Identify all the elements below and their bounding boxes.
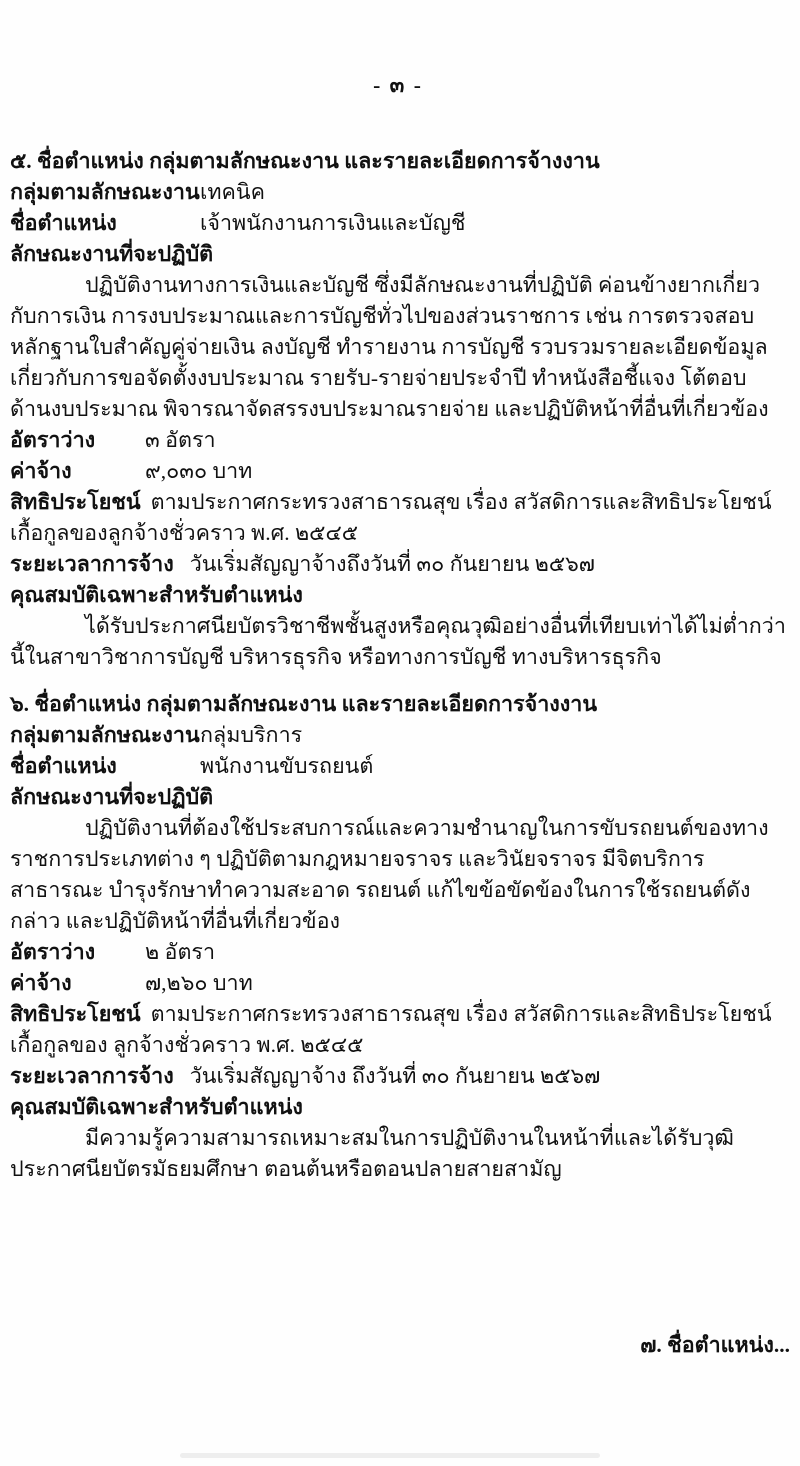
section-5-heading: ๕. ชื่อตำแหน่ง กลุ่มตามลักษณะงาน และรายละเอียดการจ้างงาน [10,149,600,173]
page-number: - ๓ - [373,73,423,97]
period-paragraph [10,1061,786,1092]
wage-label: ค่าจ้าง [10,459,72,483]
section-6-heading: ๖. ชื่อตำแหน่ง กลุ่มตามลักษณะงาน และรายละเอียดการจ้างงาน [10,692,598,716]
vacancy-value: ๓ อัตรา [145,428,216,452]
benefits-label: สิทธิประโยชน์ [10,1002,141,1026]
benefits-text: ตามประกาศกระทรวงสาธารณสุข เรื่อง สวัสดิการและสิทธิประโยชน์เกื้อกูลของ ลูกจ้างชั่วคราว พ.ศ. ๒๕๔๕ [10,1002,772,1057]
period-paragraph [10,549,786,580]
vacancy-label: อัตราว่าง [10,940,96,964]
position-value: พนักงานขับรถยนต์ [200,754,374,778]
continuation-marker: ๗. ชื่อตำแหน่ง... [640,1333,790,1357]
benefits-text: ตามประกาศกระทรวงสาธารณสุข เรื่อง สวัสดิการและสิทธิประโยชน์เกื้อกูลของลูกจ้างชั่วคราว พ.ศ. ๒๕๔๕ [10,490,772,545]
position-row [10,208,786,239]
position-row [10,751,786,782]
period-label: ระยะเวลาการจ้าง [10,1064,174,1088]
wage-value: ๙,๐๓๐ บาท [145,459,253,483]
period-text: วันเริ่มสัญญาจ้าง ถึงวันที่ ๓๐ กันยายน ๒๕๖๗ [189,1064,601,1088]
position-label: ชื่อตำแหน่ง [10,211,117,235]
period-text: วันเริ่มสัญญาจ้างถึงวันที่ ๓๐ กันยายน ๒๕๖๗ [189,552,595,576]
scan-artifact [180,1453,600,1458]
group-row [10,720,786,751]
period-label: ระยะเวลาการจ้าง [10,552,174,576]
position-label: ชื่อตำแหน่ง [10,754,117,778]
vacancy-label: อัตราว่าง [10,428,96,452]
wage-value: ๗,๒๖๐ บาท [145,971,253,995]
qualification-text: มีความรู้ความสามารถเหมาะสมในการปฏิบัติงานในหน้าที่และได้รับวุฒิประกาศนียบัตรมัธยมศึกษา ตอนต้นหรือตอนปลายสายสามัญ [10,1126,734,1181]
qualification-label: คุณสมบัติเฉพาะสำหรับตำแหน่ง [10,1095,303,1119]
benefits-paragraph [10,999,786,1061]
benefits-paragraph [10,487,786,549]
group-label: กลุ่มตามลักษณะงาน [10,723,200,747]
vacancy-value: ๒ อัตรา [145,940,216,964]
qualification-label: คุณสมบัติเฉพาะสำหรับตำแหน่ง [10,583,303,607]
duties-text: ปฏิบัติงานที่ต้องใช้ประสบการณ์และความชำนาญในการขับรถยนต์ของทางราชการประเภทต่าง ๆ ปฏิบัติตามกฎหมายจราจร และวินัยจราจร มีจิตบริการสาธารณะ บำรุงรักษาทำความสะอาด รถยนต์ แก้ไขข้อขัดข้องในการใช้รถยนต์ดังกล่าว และปฏิบัติหน้าที่อื่นที่เกี่ยวข้อง [10,816,769,933]
group-value: กลุ่มบริการ [200,723,303,747]
group-row [10,177,786,208]
duties-text: ปฏิบัติงานทางการเงินและบัญชี ซึ่งมีลักษณะงานที่ปฏิบัติ ค่อนข้างยากเกี่ยวกับการเงิน การงบประมาณและการบัญชีทั่วไปของส่วนราชการ เช่น การตรวจสอบ หลักฐานใบสำคัญคู่จ่ายเงิน ลงบัญชี ทำรายงาน การบัญชี รวบรวมรายละเอียดข้อมูลเกี่ยวกับการขอจัดตั้งงบประมาณ รายรับ-รายจ่ายประจำปี ทำหนังสือชี้แจง โต้ตอบ ด้านงบประมาณ พิจารณาจัดสรรงบประมาณรายจ่าย และปฏิบัติหน้าที่อื่นที่เกี่ยวข้อง [10,273,769,421]
wage-row [10,968,786,999]
position-value: เจ้าพนักงานการเงินและบัญชี [200,211,466,235]
wage-label: ค่าจ้าง [10,971,72,995]
benefits-label: สิทธิประโยชน์ [10,490,141,514]
duties-label: ลักษณะงานที่จะปฏิบัติ [10,242,214,266]
wage-row [10,456,786,487]
section-5 [10,146,786,673]
vacancy-row [10,937,786,968]
group-value: เทคนิค [200,180,265,204]
qualification-text: ได้รับประกาศนียบัตรวิชาชีพชั้นสูงหรือคุณวุฒิอย่างอื่นที่เทียบเท่าได้ไม่ต่ำกว่านี้ในสาขาวิชาการบัญชี บริหารธุรกิจ หรือทางการบัญชี ทางบริหารธุรกิจ [10,614,786,669]
duties-label: ลักษณะงานที่จะปฏิบัติ [10,785,214,809]
group-label: กลุ่มตามลักษณะงาน [10,180,200,204]
section-6 [10,689,786,1185]
vacancy-row [10,425,786,456]
